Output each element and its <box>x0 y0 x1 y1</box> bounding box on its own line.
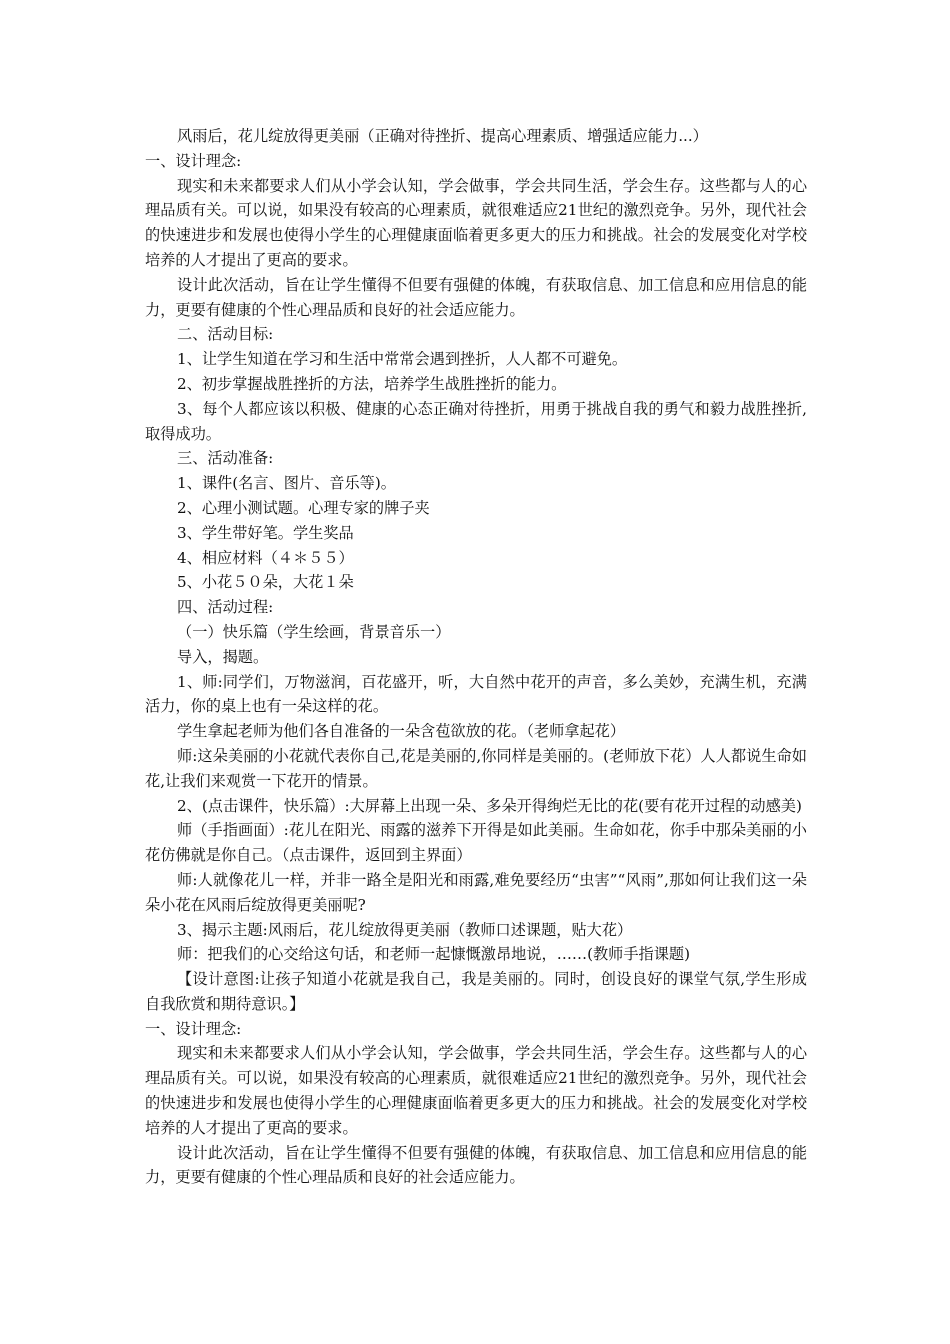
paragraph: 现实和未来都要求人们从小学会认知，学会做事，学会共同生活，学会生存。这些都与人的心理品质有关。可以说，如果没有较高的心理素质，就很难适应21世纪的激烈竞争。另外，现代社会的快速进步和发展也使得小学生的心理健康面临着更多更大的压力和挑战。社会的发展变化对学校培养的人才提出了更高的要求。 <box>145 1044 807 1137</box>
paragraph: 师:这朵美丽的小花就代表你自己,花是美丽的,你同样是美丽的。(老师放下花）人人都说生命如花,让我们来观赏一下花开的情景。 <box>145 746 807 790</box>
paragraph: 三、活动准备: <box>177 449 274 468</box>
paragraph: 二、活动目标: <box>177 325 274 344</box>
paragraph: 5、小花５０朵，大花１朵 <box>177 573 354 592</box>
paragraph: 1、让学生知道在学习和生活中常常会遇到挫折，人人都不可避免。 <box>177 350 628 369</box>
paragraph: 2、(点击课件，快乐篇）:大屏幕上出现一朵、多朵开得绚烂无比的花(要有花开过程的动感美) <box>177 796 802 815</box>
paragraph: 设计此次活动，旨在让学生懂得不但要有强健的体魄，有获取信息、加工信息和应用信息的能力，更要有健康的个性心理品质和良好的社会适应能力。 <box>145 1143 807 1187</box>
paragraph: 3、学生带好笔。学生奖品 <box>177 523 354 542</box>
paragraph: 四、活动过程: <box>177 598 274 617</box>
paragraph: 3、揭示主题:风雨后，花儿绽放得更美丽（教师口述课题，贴大花） <box>177 920 633 939</box>
document-body <box>145 149 807 1190</box>
paragraph: 3、每个人都应该以积极、健康的心态正确对待挫折，用勇于挑战自我的勇气和毅力战胜挫折,取得成功。 <box>145 399 807 443</box>
paragraph: 一、设计理念: <box>145 151 242 170</box>
paragraph: 2、心理小测试题。心理专家的牌子夹 <box>177 498 430 517</box>
paragraph: 导入，揭题。 <box>177 647 269 666</box>
paragraph: 师:人就像花儿一样，并非一路全是阳光和雨露,难免要经历“虫害”“风雨”,那如何让我们这一朵朵小花在风雨后绽放得更美丽呢? <box>145 870 807 914</box>
paragraph: 1、课件(名言、图片、音乐等)。 <box>177 474 396 493</box>
paragraph: 现实和未来都要求人们从小学会认知，学会做事，学会共同生活，学会生存。这些都与人的心理品质有关。可以说，如果没有较高的心理素质，就很难适应21世纪的激烈竞争。另外，现代社会的快速进步和发展也使得小学生的心理健康面临着更多更大的压力和挑战。社会的发展变化对学校培养的人才提出了更高的要求。 <box>145 176 807 269</box>
paragraph: 学生拿起老师为他们各自准备的一朵含苞欲放的花。（老师拿起花） <box>177 722 626 741</box>
paragraph: 【设计意图:让孩子知道小花就是我自己，我是美丽的。同时，创设良好的课堂气氛,学生形成自我欣赏和期待意识。】 <box>145 970 807 1013</box>
paragraph: 1、师:同学们，万物滋润，百花盛开，听，大自然中花开的声音，多么美妙，充满生机，充满活力，你的桌上也有一朵这样的花。 <box>145 672 807 716</box>
paragraph: 设计此次活动，旨在让学生懂得不但要有强健的体魄，有获取信息、加工信息和应用信息的能力，更要有健康的个性心理品质和良好的社会适应能力。 <box>145 275 807 319</box>
paragraph: 师：把我们的心交给这句话，和老师一起慷慨激昂地说，……(教师手指课题) <box>177 945 691 964</box>
paragraph: 2、初步掌握战胜挫折的方法，培养学生战胜挫折的能力。 <box>177 374 567 393</box>
document-page <box>145 124 807 1190</box>
paragraph: （一）快乐篇（学生绘画，背景音乐一） <box>177 622 451 641</box>
document-title: 风雨后，花儿绽放得更美丽（正确对待挫折、提高心理素质、增强适应能力...） <box>177 127 708 145</box>
paragraph: 师（手指画面）:花儿在阳光、雨露的滋养下开得是如此美丽。生命如花，你手中那朵美丽的小花仿佛就是你自己。（点击课件，返回到主界面） <box>145 821 807 865</box>
paragraph: 一、设计理念: <box>145 1019 242 1038</box>
paragraph: 4、相应材料（４＊５５） <box>177 548 354 567</box>
